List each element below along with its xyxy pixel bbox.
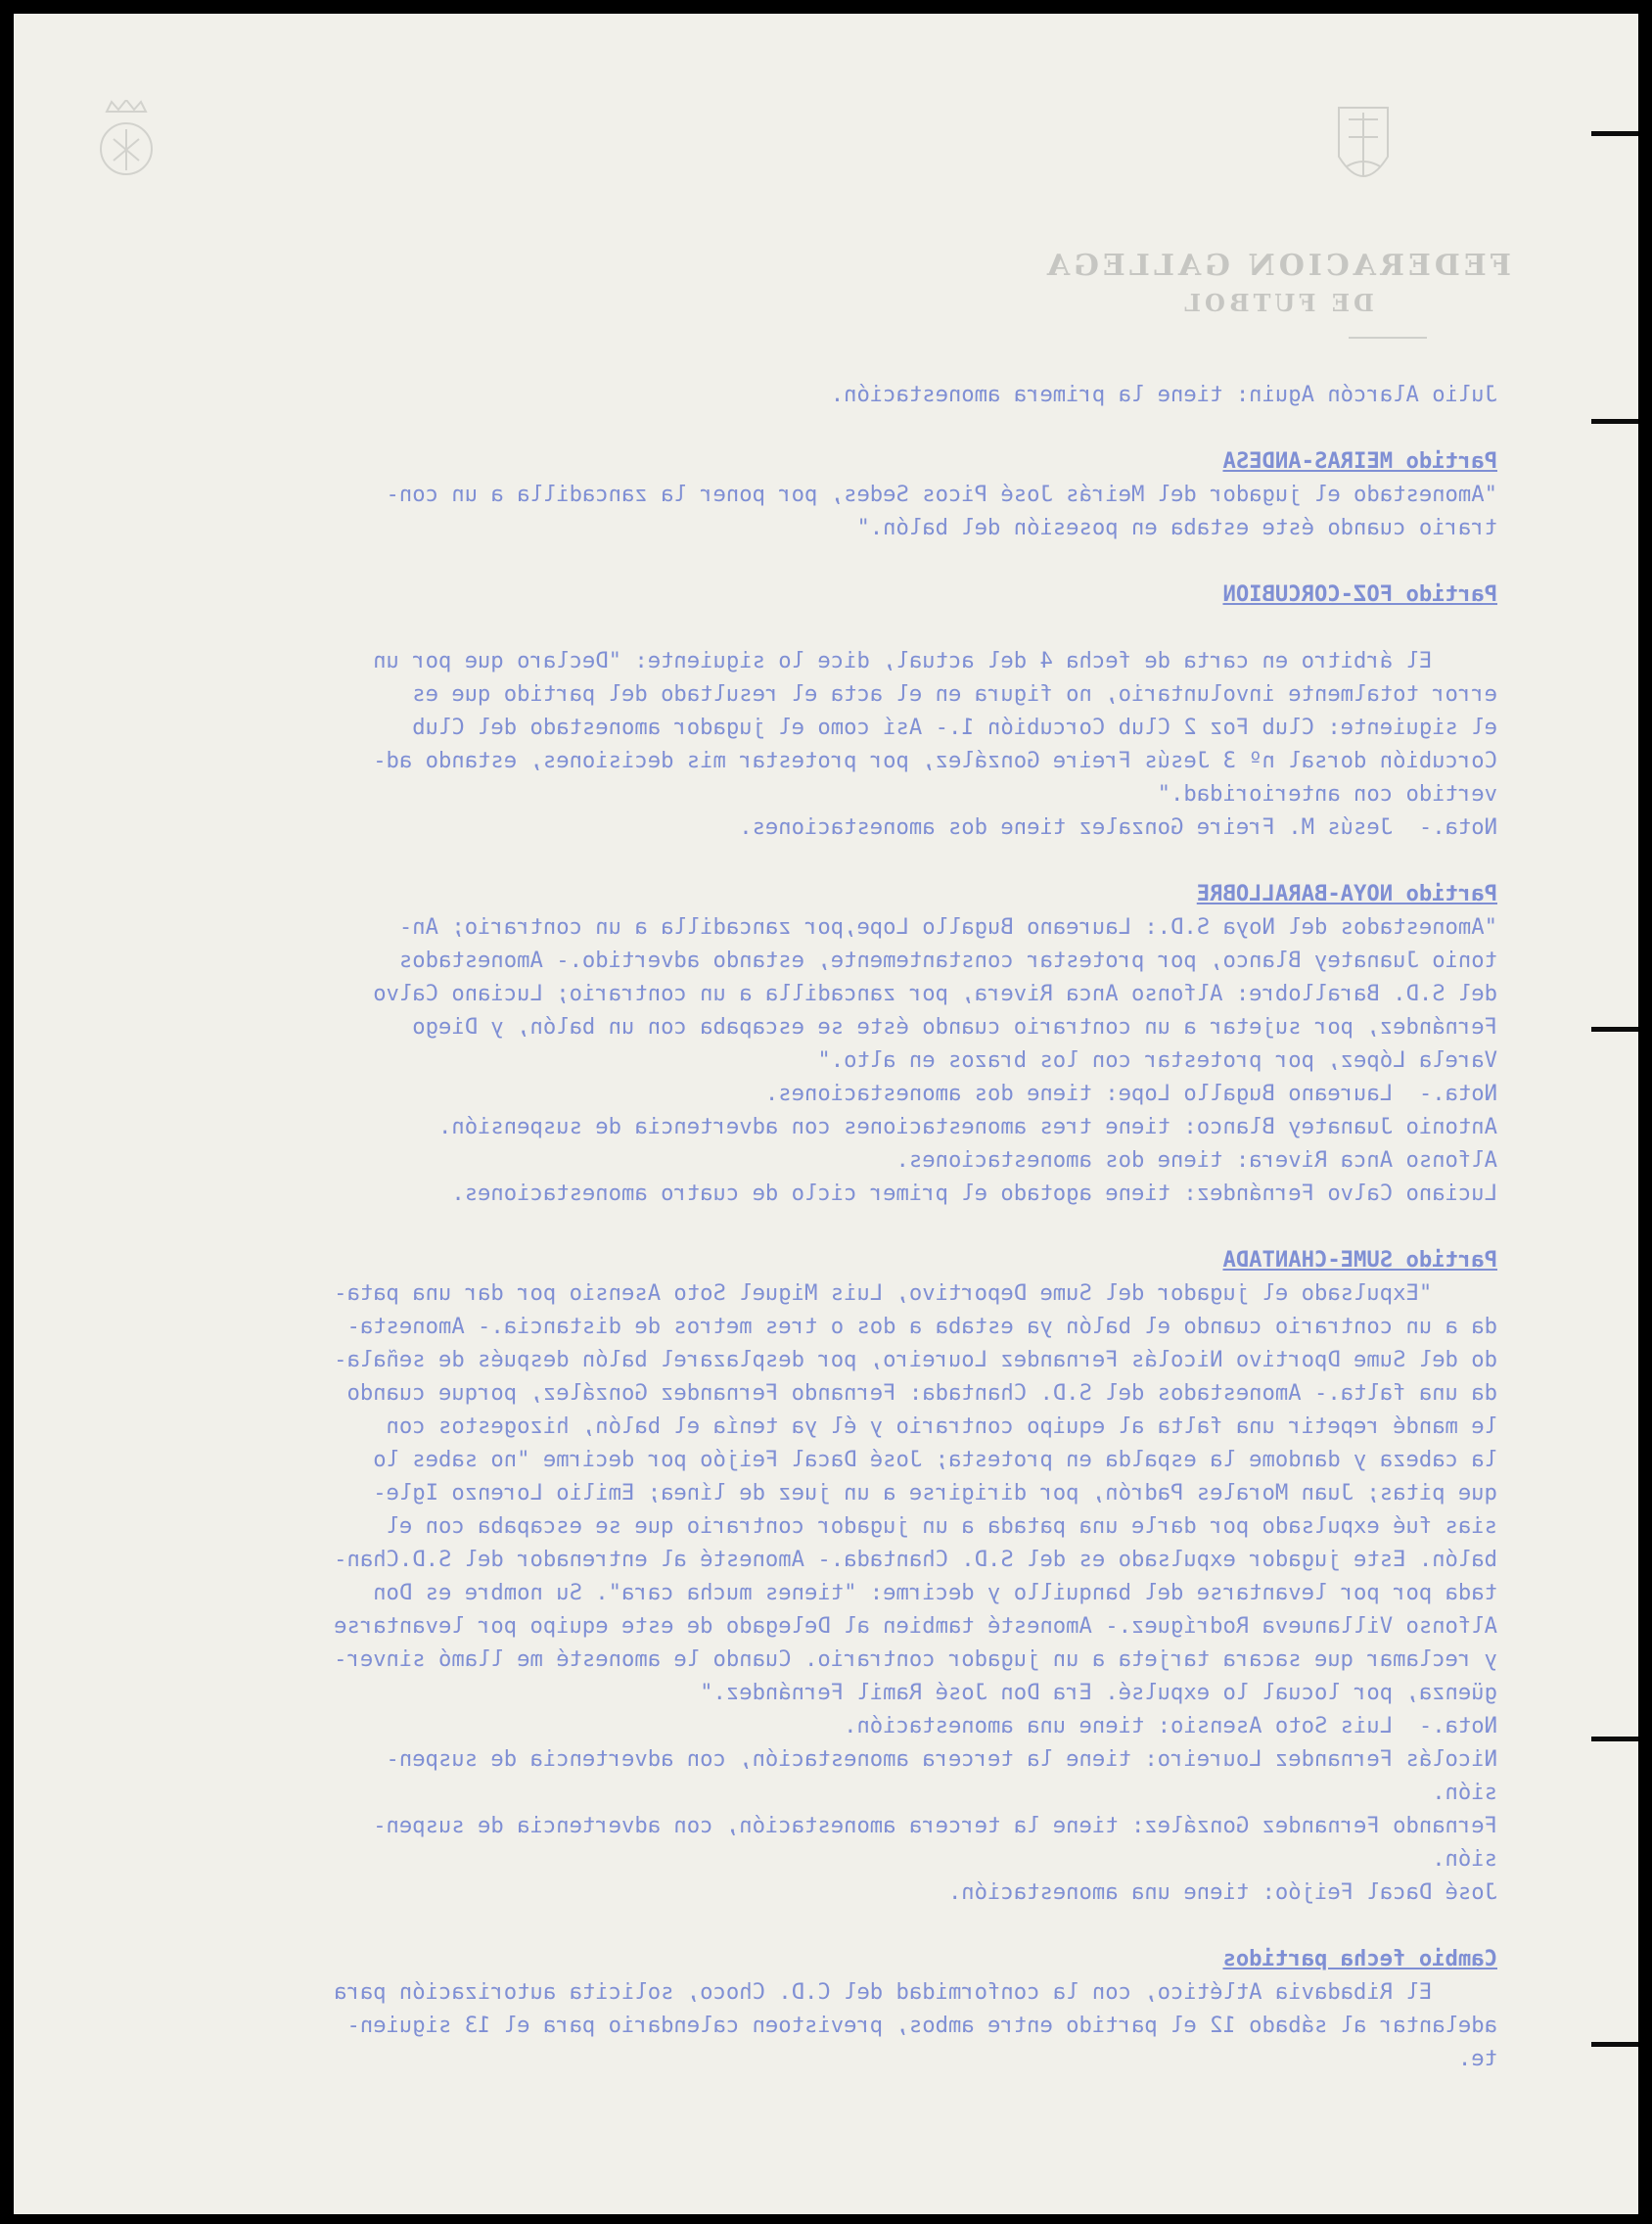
- text-line: error totalmente involuntario, no figura en el acta el resultado del partido que es: [412, 681, 1497, 707]
- text-line: Alfonso Anca Rivera: tiene dos amonestaciones.: [895, 1147, 1497, 1173]
- blank-line: [127, 1210, 1497, 1243]
- section-heading: Cambio fecha partidos: [1222, 1946, 1497, 1971]
- text-line: El árbitro en carta de fecha 4 del actual, dice lo siguiente: "Declaro que por un: [373, 648, 1497, 673]
- text-line: "Amonestado el jugador del Meirás José Picos Sedes, por poner la zancadilla a un con-: [386, 482, 1497, 507]
- text-line: da a un contrario cuando el balón ya estaba a dos o tres metros de distancia.- Amonesta-: [346, 1314, 1497, 1339]
- blank-line: [127, 1909, 1497, 1942]
- binding-mark: [1591, 419, 1638, 424]
- text-line: Fernández, por sujetar a un contrario cuando éste se escapaba con un balón, y Diego: [412, 1014, 1497, 1040]
- text-line: tada por por levantarse del banquillo y decirme: "tienes mucha cara". Su nombre es Don: [373, 1580, 1497, 1605]
- text-line: balón. Este jugador expulsado es del S.D. Chantada.- Amonesté al entrenador del S.D.Chan-: [334, 1547, 1497, 1572]
- mirrored-typescript: [14, 14, 1638, 2214]
- section-heading: Partido MEIRAS-ANDESA: [1222, 448, 1497, 474]
- letterhead: [1043, 249, 1511, 317]
- text-line: sias fué expulsado por darle una patada a un jugador contrario que se escapaba con el: [386, 1513, 1497, 1539]
- text-line: Corcubión dorsal nº 3 Jesús Freire González, por protestar mis decisiones, estando ad-: [373, 748, 1497, 773]
- binding-mark: [1591, 131, 1638, 136]
- text-line: Nota.- Luis Soto Asensio: tiene una amonestación.: [844, 1713, 1497, 1738]
- blank-line: [127, 611, 1497, 644]
- section-heading: Partido NOYA-BARALLOBRE: [1196, 881, 1497, 906]
- text-line: da una falta.- Amonestados del S.D. Chantada: Fernando Fernandez González, porque cuando: [346, 1380, 1497, 1406]
- section-heading: Partido SUME-CHANTADA: [1222, 1247, 1497, 1273]
- text-line: Luciano Calvo Fernández: tiene agotado el primer ciclo de cuatro amonestaciones.: [451, 1181, 1497, 1206]
- text-line: que pitas; Juan Morales Padrón, por dirigirse a un juez de línea; Emilio Lorenzo Igle-: [373, 1480, 1497, 1506]
- binding-mark: [1591, 1027, 1638, 1032]
- text-line: Fernando Fernandez González: tiene la tercera amonestación, con advertencia de suspen-: [373, 1813, 1497, 1838]
- text-line: Nota.- Jesús M. Freire Gonzalez tiene dos amonestaciones.: [739, 814, 1497, 840]
- letterhead-line-2: DE FUTBOL: [1180, 289, 1374, 317]
- text-line: güenza, por locual lo expulsé. Era Don José Ramil Fernández.": [700, 1680, 1497, 1705]
- blank-line: [127, 411, 1497, 444]
- text-line: la cabeza y dandome la espalda en protesta; José Dacal Feijóo por decirme "no sabes lo: [373, 1447, 1497, 1472]
- blank-line: [127, 544, 1497, 578]
- text-line: "Amonestados del Noya S.D.: Laureano Bugallo Lope,por zancadilla a un contrario; An-: [398, 914, 1497, 940]
- text-line: sión.: [1432, 1846, 1497, 1872]
- text-line: do del Sume Dportivo Nicolás Fernandez Loureiro, por desplazarel balón después de señala-: [334, 1347, 1497, 1372]
- text-line: tonio Juanatey Blanco, por protestar constantemente, estando advertido.- Amonestados: [398, 948, 1497, 973]
- text-line: Antonio Juanatey Blanco: tiene tres amonestaciones con advertencia de suspensión.: [438, 1114, 1497, 1139]
- text-line: te.: [1457, 2046, 1497, 2071]
- letterhead-line-1: FEDERACION GALLEGA: [1042, 249, 1511, 283]
- text-line: Julio Alarcón Aguin: tiene la primera amonestación.: [830, 382, 1497, 407]
- text-line: Varela López, por protestar con los brazos en alto.": [817, 1047, 1497, 1073]
- binding-mark: [1591, 2042, 1638, 2047]
- text-line: adelantar al sábado 12 el partido entre ambos, previstoen calendario para el 13 siguien-: [346, 2013, 1497, 2038]
- text-line: Nicolás Fernandez Loureiro: tiene la tercera amonestación, con advertencia de suspen-: [386, 1746, 1497, 1772]
- paper-sheet: [14, 14, 1638, 2214]
- text-line: el siguiente: Club Foz 2 Club Corcubión 1.- Así como el jugador amonestado del Club: [412, 715, 1497, 740]
- binding-mark: [1591, 1737, 1638, 1741]
- text-line: Nota.- Laureano Bugallo Lope: tiene dos amonestaciones.: [764, 1081, 1497, 1106]
- blank-line: [127, 844, 1497, 877]
- text-line: del S.D. Barallobre: Alfonso Anca Rivera, por zancadilla a un contrario; Luciano Calvo: [373, 981, 1497, 1006]
- text-line: vertido con anterioridad.": [1157, 781, 1497, 807]
- federation-crest-icon: [1319, 98, 1407, 206]
- text-line: José Dacal Feijóo: tiene una amonestación.: [947, 1879, 1497, 1905]
- text-line: El Ribadavia Atlético, con la conformidad del C.D. Choco, solicita autorización para: [334, 1979, 1497, 2005]
- text-line: "Expulsado el jugador del Sume Deportivo, Luis Miguel Soto Asensio por dar una pata-: [334, 1280, 1497, 1306]
- text-line: le mandé repetir una falta al equipo contrario y él ya tenía el balón, hizogestos con: [386, 1413, 1497, 1439]
- section-heading: Partido FOZ-CORCUBION: [1222, 581, 1497, 607]
- royal-crest-icon: [92, 100, 161, 188]
- letterhead-rule: [1349, 337, 1427, 339]
- text-line: Alfonso Villanueva Rodríguez.- Amonesté tambien al Delegado de este equipo por levantarse: [334, 1613, 1497, 1639]
- text-line: trario cuando éste estaba en posesión del balón.": [856, 515, 1497, 540]
- text-line: sión.: [1432, 1780, 1497, 1805]
- text-line: y reclamar que sacara tarjeta a un jugador contrario. Cuando le amonesté me llamó sinver-: [334, 1646, 1497, 1672]
- typed-body: [127, 378, 1497, 2075]
